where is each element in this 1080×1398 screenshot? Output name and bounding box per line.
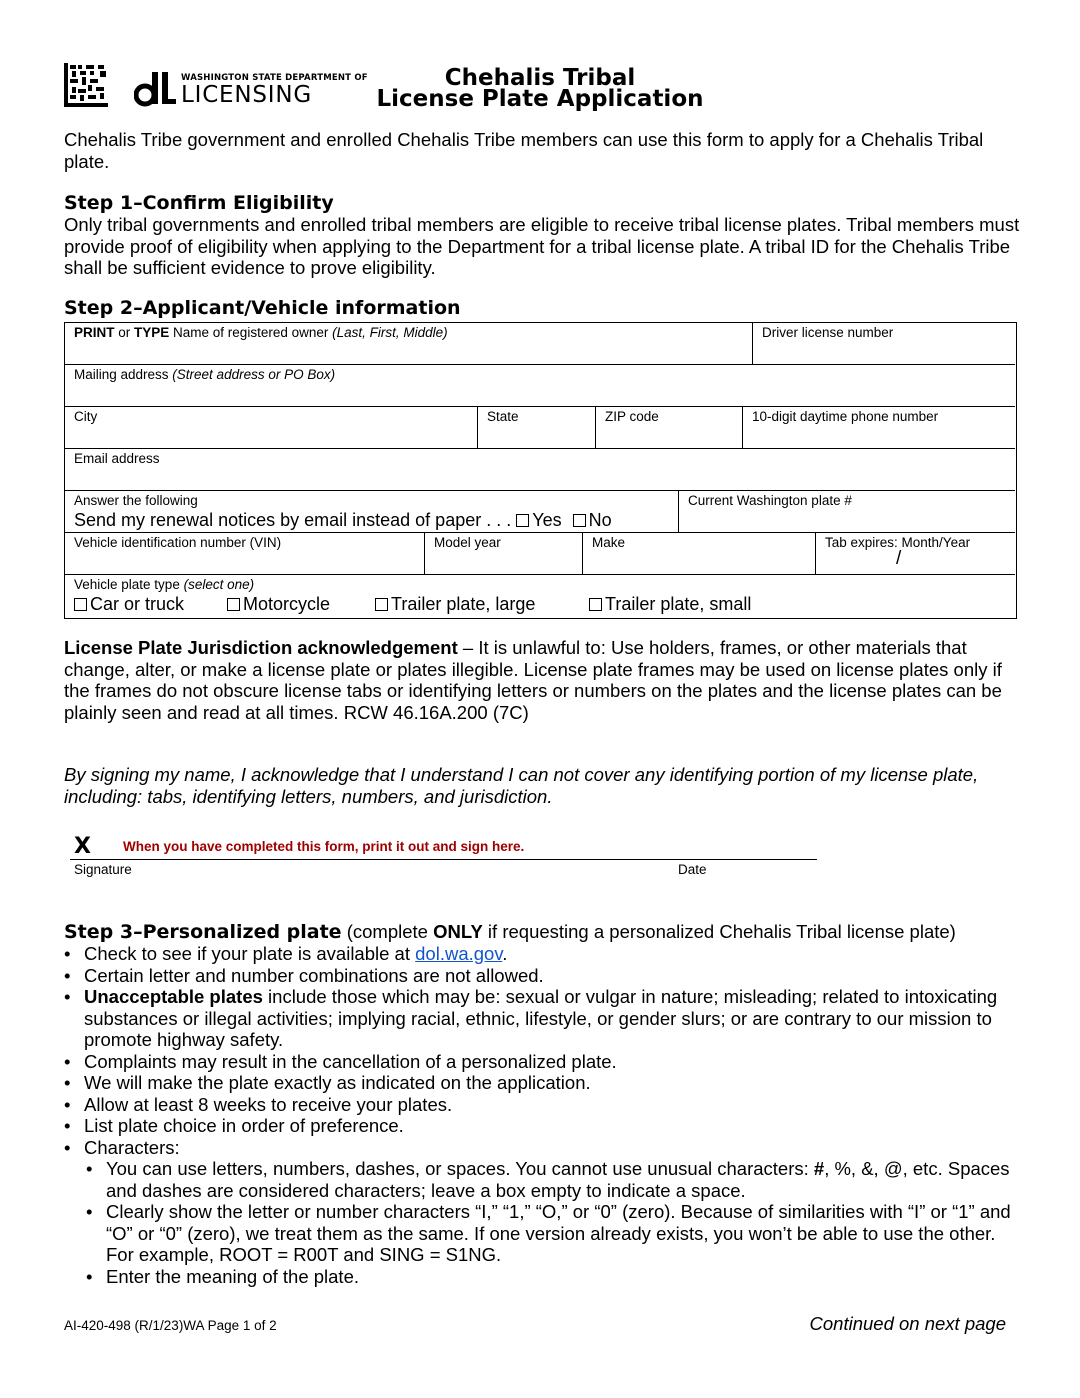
state-field[interactable] xyxy=(478,407,596,449)
model-year-label: Model year xyxy=(434,535,501,550)
list-item: • Characters: xyxy=(64,1137,1024,1159)
yes-label: Yes xyxy=(532,510,562,530)
step3-lead2: if requesting a personalized Chehalis Tribal license plate) xyxy=(482,921,956,942)
yes-checkbox[interactable] xyxy=(516,514,529,527)
plate-type-label: Vehicle plate type xyxy=(74,577,184,592)
list-item xyxy=(64,943,1024,965)
trailer-small-checkbox[interactable] xyxy=(589,598,602,611)
sub-list-item: • Clearly show the letter or number characters “I,” “1,” “O,” or “0” (zero). Because of similarities with “I” or “1” and “O” or “0” (zero), we treat them as the same. If one version already exists, you won’t be able to use the other. For example, ROOT = R00T and SING = S1NG. xyxy=(64,1201,1024,1266)
email-field[interactable] xyxy=(65,449,1015,491)
check-text: Check to see if your plate is available at xyxy=(84,943,416,964)
make-label: Make xyxy=(592,535,626,550)
no-checkbox[interactable] xyxy=(573,514,586,527)
trailer-large-checkbox[interactable] xyxy=(375,598,388,611)
owner-name-hint: (Last, First, Middle) xyxy=(332,325,448,340)
type-label: TYPE xyxy=(134,325,170,340)
agency-line2: LICENSING xyxy=(181,82,313,108)
phone-label: 10-digit daytime phone number xyxy=(752,409,939,424)
acknowledgement-italic: By signing my name, I acknowledge that I understand I can not cover any identifying portion of my license plate, including: tabs, identifying letters, numbers, and jurisdiction. xyxy=(64,764,979,807)
list-item: • Complaints may result in the cancellation of a personalized plate. xyxy=(64,1051,1024,1073)
answer-label: Answer the following xyxy=(74,493,198,508)
step2-heading: Step 2–Applicant/Vehicle information xyxy=(64,297,461,319)
current-plate-field[interactable] xyxy=(679,491,1015,533)
owner-name-field[interactable] xyxy=(65,323,753,365)
signature-line[interactable] xyxy=(70,859,817,860)
intro-text: Chehalis Tribe government and enrolled Chehalis Tribe members can use this form to apply for a Chehalis Tribal plate. xyxy=(64,129,984,172)
list-item: • We will make the plate exactly as indicated on the application. xyxy=(64,1072,1024,1094)
model-year-field[interactable] xyxy=(425,533,583,575)
list-item xyxy=(64,986,1024,1051)
acknowledgement-text xyxy=(64,637,1024,723)
phone-field[interactable] xyxy=(743,407,1015,449)
city-field[interactable] xyxy=(65,407,478,449)
current-plate-label: Current Washington plate # xyxy=(688,493,852,508)
list-item: • List plate choice in order of preference. xyxy=(64,1115,1024,1137)
motorcycle-checkbox[interactable] xyxy=(227,598,240,611)
city-label: City xyxy=(74,409,98,424)
chars-text: You can use letters, numbers, dashes, or spaces. You cannot use unusual characters: xyxy=(106,1158,814,1179)
step1-body: Only tribal governments and enrolled tribal members are eligible to receive tribal license plates. Tribal members must provide proof of eligibility when applying to the Department for a tribal license plate. A tribal ID for the Chehalis Tribe shall be sufficient evidence to prove eligibility. xyxy=(64,214,1020,278)
vin-label: Vehicle identification number (VIN) xyxy=(74,535,282,550)
acknowledgement-heading: License Plate Jurisdiction acknowledgement xyxy=(64,637,458,658)
applicant-table xyxy=(64,322,1017,619)
step3-only: ONLY xyxy=(433,921,483,942)
dol-link[interactable]: dol.wa.gov xyxy=(415,943,503,964)
vin-field[interactable] xyxy=(65,533,425,575)
zip-label: ZIP code xyxy=(605,409,659,424)
mailing-address-label: Mailing address xyxy=(74,367,173,382)
renewal-question-text: Send my renewal notices by email instead of paper . . . xyxy=(74,510,512,530)
unacceptable-heading: Unacceptable plates xyxy=(84,986,263,1007)
no-label: No xyxy=(588,510,612,530)
trailer-small-label: Trailer plate, small xyxy=(605,594,752,614)
date-label: Date xyxy=(678,862,707,877)
driver-license-field[interactable] xyxy=(753,323,1015,365)
signature-label: Signature xyxy=(74,862,132,877)
agency-line1: WASHINGTON STATE DEPARTMENT OF xyxy=(181,73,368,83)
plate-type-hint: (select one) xyxy=(183,577,255,592)
list-item: • Allow at least 8 weeks to receive your plates. xyxy=(64,1094,1024,1116)
form-title-line2: License Plate Application xyxy=(376,86,704,112)
list-item: • Certain letter and number combinations are not allowed. xyxy=(64,965,1024,987)
step3-bullets xyxy=(64,943,1024,1287)
unacceptable-text: include those which may be: sexual or vulgar in nature; misleading; related to intoxicating substances or illegal activities; implying racial, ethnic, lifestyle, or gender slurs; or are contrary to our mission to promote highway safety. xyxy=(84,986,998,1050)
form-title-line1: Chehalis Tribal xyxy=(444,65,636,91)
acknowledgement-body: – It is unlawful to: Use holders, frames, or other materials that change, alter, or make a license plate or plates illegible. License plate frames may be used on license plates only if the frames do not obscure license tabs or identifying letters or numbers on the plates and the license plates can be plainly seen and read at all times. RCW 46.16A.200 (7C) xyxy=(64,637,1002,723)
motorcycle-label: Motorcycle xyxy=(243,594,331,614)
step3-heading-line xyxy=(64,921,1024,944)
renewal-question xyxy=(65,491,679,533)
car-truck-label: Car or truck xyxy=(90,594,185,614)
check-period: . xyxy=(502,943,508,964)
sub-list-item: • Enter the meaning of the plate. xyxy=(64,1266,1024,1288)
state-label: State xyxy=(487,409,519,424)
zip-field[interactable] xyxy=(596,407,743,449)
tab-expires-slash: / xyxy=(896,548,902,569)
form-id: AI-420-498 (R/1/23)WA Page 1 of 2 xyxy=(64,1318,277,1333)
qr-code-icon xyxy=(64,63,108,107)
tab-expires-label: Tab expires: Month/Year xyxy=(825,535,971,550)
mailing-address-field[interactable] xyxy=(65,365,1015,407)
mailing-address-hint: (Street address or PO Box) xyxy=(172,367,336,382)
continued-note: Continued on next page xyxy=(809,1313,1006,1334)
plate-type-field xyxy=(65,575,1015,617)
chars-text-rest: , %, &, @, etc. Spaces and dashes are considered characters; leave a box empty to indicate a space. xyxy=(106,1158,1010,1201)
make-field[interactable] xyxy=(583,533,816,575)
hash-char: # xyxy=(813,1158,825,1179)
tab-expires-field[interactable] xyxy=(816,533,1015,575)
dol-logo-icon xyxy=(134,70,178,107)
signature-x-mark: X xyxy=(74,834,91,859)
or-label: or xyxy=(114,325,135,340)
car-truck-checkbox[interactable] xyxy=(74,598,87,611)
sub-list-item xyxy=(64,1158,1024,1201)
driver-license-label: Driver license number xyxy=(762,325,894,340)
step3-heading: Step 3–Personalized plate xyxy=(64,921,342,943)
trailer-large-label: Trailer plate, large xyxy=(391,594,536,614)
print-label: PRINT xyxy=(74,325,115,340)
step1-heading: Step 1–Confirm Eligibility xyxy=(64,192,334,214)
email-label: Email address xyxy=(74,451,160,466)
signature-instruction: When you have completed this form, print it out and sign here. xyxy=(123,839,525,854)
step3-lead1: (complete xyxy=(341,921,434,942)
owner-name-label: Name of registered owner xyxy=(169,325,333,340)
